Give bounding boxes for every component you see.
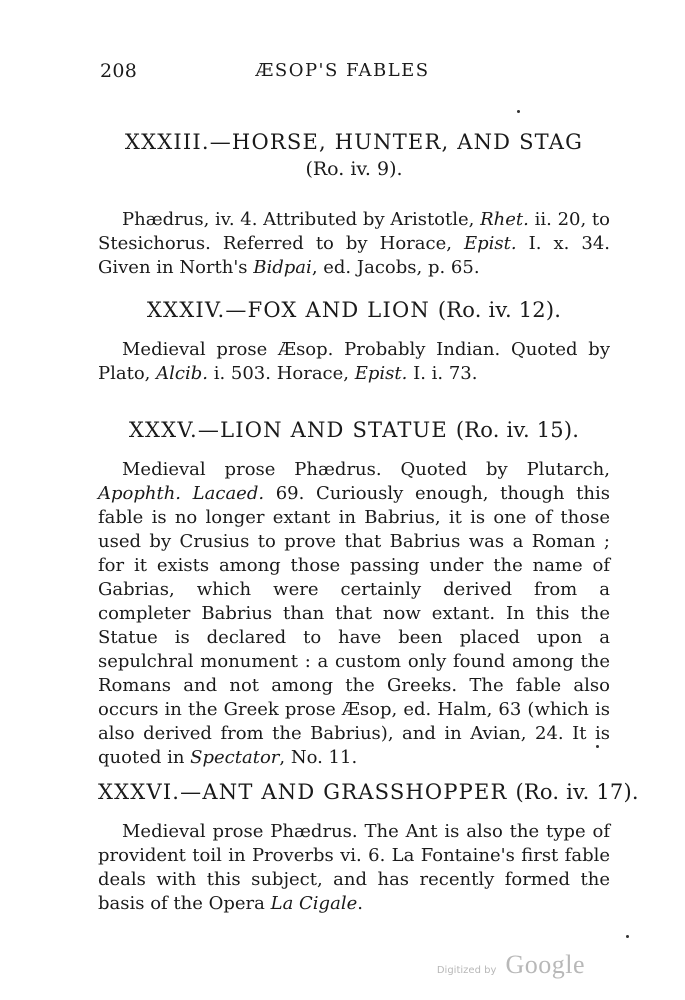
digitized-watermark	[437, 950, 585, 980]
body-text: 69. Curiously enough, though this fable is no longer extant in Babrius, it is one of those used by Crusius to prove that Babrius was a Roman ; for it exists among those passing under the name of Gabrias, which were certainly derived from a completer Babrius than that now extant. In this the Statue is declared to have been placed upon a sepulchral monument : a custom only found among the Romans and not among the Greeks. The fable also occurs in the Greek prose Æsop, ed. Halm, 63 (which is also derived from the Babrius), and in Avian, 24. It is quoted in	[98, 483, 610, 768]
section-heading	[98, 416, 610, 444]
watermark-prefix: Digitized by	[436, 965, 497, 976]
section-body	[98, 208, 610, 280]
google-logo: Google	[505, 950, 585, 979]
scan-speck	[517, 110, 520, 113]
section-subheading: (Ro. iv. 9).	[305, 158, 403, 180]
italic-citation: Epist.	[463, 233, 517, 254]
section-xxxiv	[98, 296, 610, 386]
section-heading	[98, 778, 639, 806]
heading-reference: (Ro. iv. 15).	[455, 418, 580, 442]
heading-title: XXXVI.—ANT AND GRASSHOPPER	[98, 780, 508, 804]
section-xxxiii	[98, 128, 610, 280]
scan-speck	[626, 935, 629, 938]
body-text: Medieval prose Phædrus. The Ant is also the type of provident toil in Proverbs vi. 6. La Fontaine's first fable deals with this subject, and has recently formed the basis of the Opera	[98, 821, 610, 914]
section-heading: XXXIII.—HORSE, HUNTER, AND STAG	[124, 130, 584, 154]
running-head	[100, 60, 585, 84]
body-text: , ed. Jacobs, p. 65.	[311, 257, 480, 278]
section-heading	[98, 296, 610, 324]
body-text: , No. 11.	[279, 747, 358, 768]
body-text: Medieval prose Phædrus. Quoted by Plutarch,	[122, 459, 610, 480]
heading-title: XXXIV.—FOX AND LION	[146, 298, 430, 322]
italic-citation: Spectator	[190, 747, 280, 768]
body-text: ii. 20, to Stesichorus. Referred to by Horace,	[98, 209, 610, 254]
heading-reference: (Ro. iv. 17).	[515, 780, 639, 804]
body-text: i. 503. Horace,	[207, 363, 355, 384]
section-body	[98, 338, 610, 386]
body-text: Medieval prose Æsop. Probably Indian. Quoted by Plato,	[98, 339, 610, 384]
body-text: .	[357, 893, 363, 914]
italic-citation: Epist.	[354, 363, 408, 384]
heading-title: XXXV.—LION AND STATUE	[128, 418, 448, 442]
italic-citation: Apophth. Lacaed.	[98, 483, 265, 504]
italic-citation: La Cigale	[270, 893, 358, 914]
body-text: Phædrus, iv. 4. Attributed by Aristotle,	[122, 209, 481, 230]
section-body	[98, 458, 610, 770]
running-title: ÆSOP'S FABLES	[255, 60, 430, 81]
section-xxxv	[98, 416, 610, 770]
scan-speck	[596, 745, 599, 748]
section-body	[98, 820, 610, 916]
body-text: I. i. 73.	[407, 363, 478, 384]
page-number: 208	[100, 60, 138, 82]
italic-citation: Alcib.	[156, 363, 208, 384]
body-text: I. x. 34. Given in North's	[98, 233, 611, 278]
section-xxxvi	[98, 778, 639, 916]
heading-reference: (Ro. iv. 12).	[437, 298, 562, 322]
italic-citation: Bidpai	[253, 257, 312, 278]
italic-citation: Rhet.	[480, 209, 529, 230]
